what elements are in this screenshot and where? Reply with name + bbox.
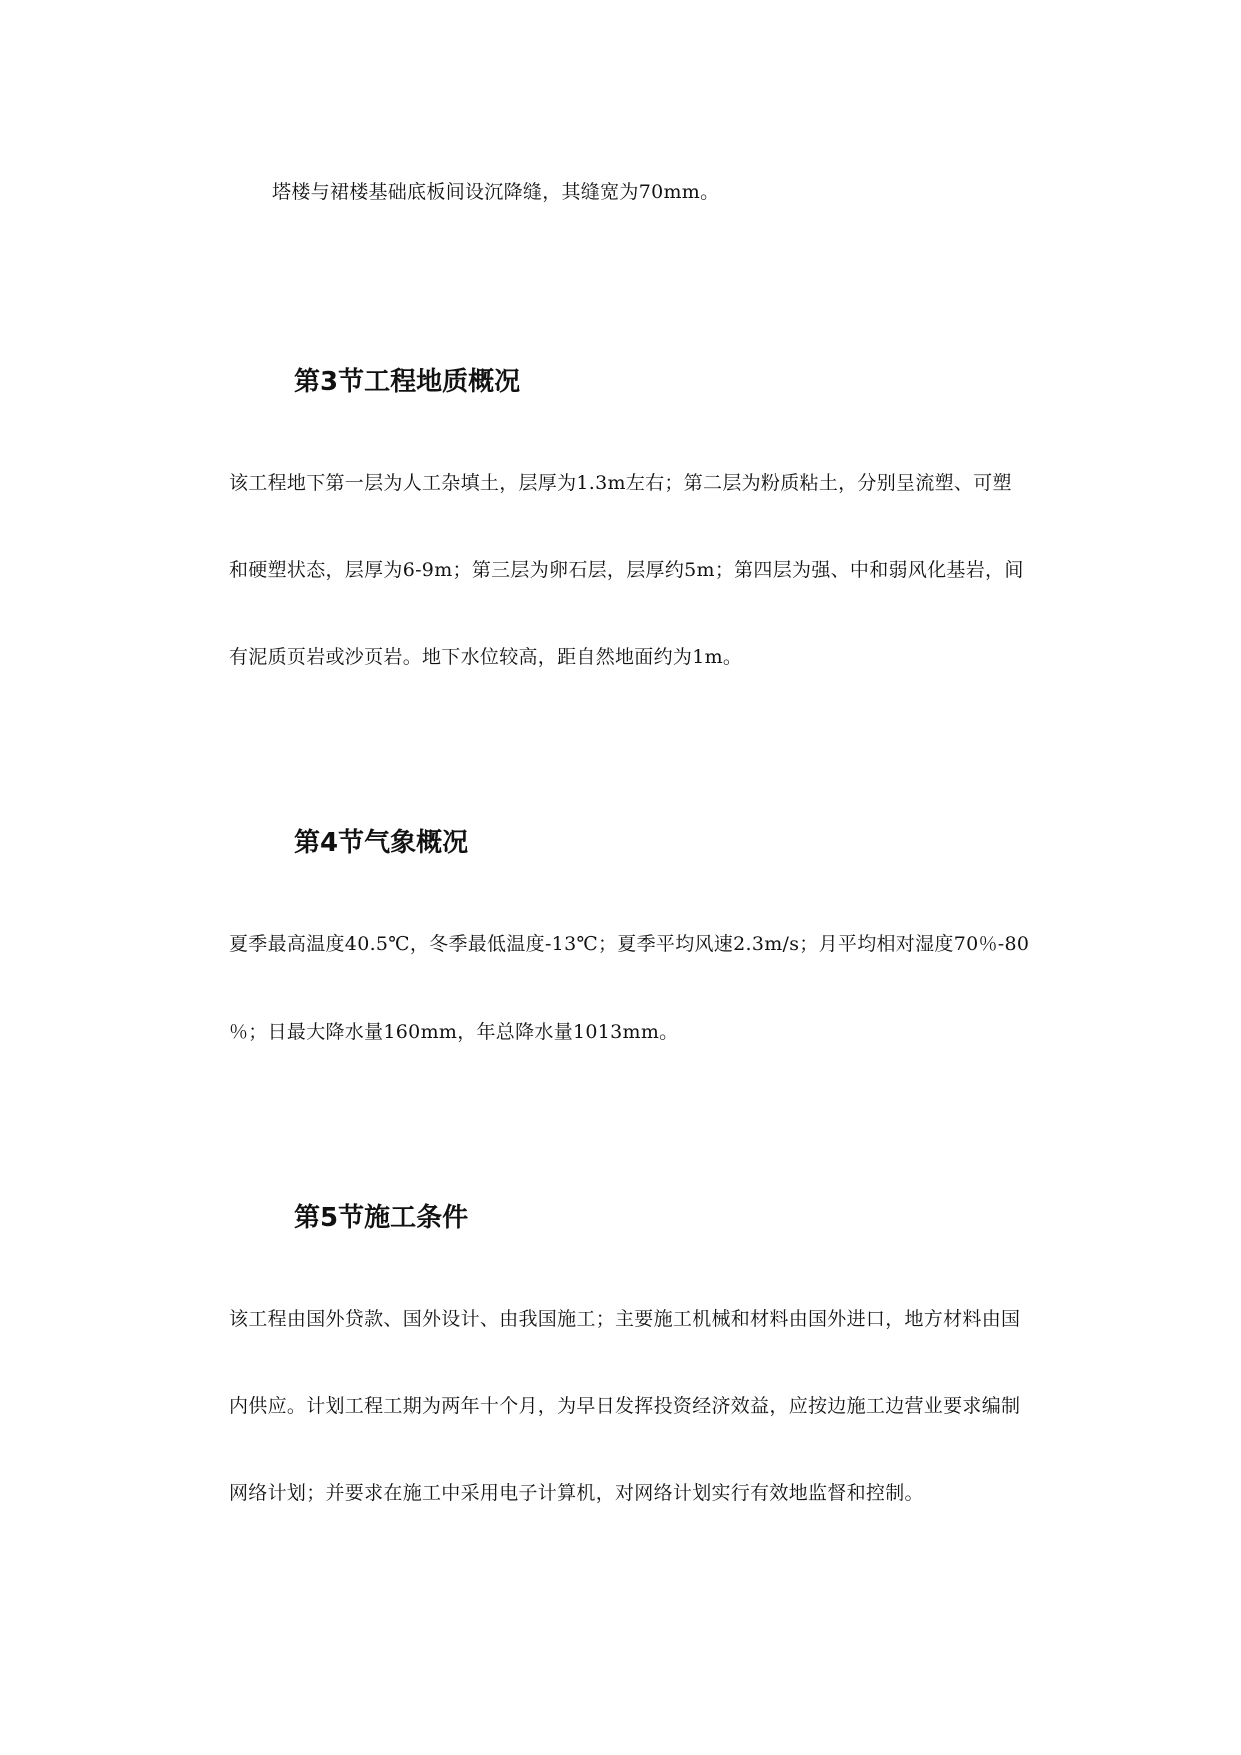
section-3-line-1: 该工程地下第一层为人工杂填土，层厚为1.3m左右；第二层为粉质粘土，分别呈流塑、可塑 bbox=[229, 472, 1012, 494]
section-3-line-3: 有泥质页岩或沙页岩。地下水位较高，距自然地面约为1m。 bbox=[229, 646, 743, 668]
section-5-line-3: 网络计划；并要求在施工中采用电子计算机，对网络计划实行有效地监督和控制。 bbox=[229, 1482, 924, 1504]
section-5-line-1: 该工程由国外贷款、国外设计、由我国施工；主要施工机械和材料由国外进口，地方材料由国 bbox=[229, 1308, 1021, 1330]
section-4-line-2: ％；日最大降水量160mm，年总降水量1013mm。 bbox=[229, 1021, 679, 1043]
section-5-heading: 第5节施工条件 bbox=[294, 1203, 469, 1233]
section-5-line-2: 内供应。计划工程工期为两年十个月，为早日发挥投资经济效益，应按边施工边营业要求编制 bbox=[229, 1395, 1021, 1417]
section-4-heading: 第4节气象概况 bbox=[294, 828, 469, 858]
section-4-line-1: 夏季最高温度40.5℃，冬季最低温度-13℃；夏季平均风速2.3m/s；月平均相对湿度70％-80 bbox=[229, 933, 1030, 955]
intro-paragraph: 塔楼与裙楼基础底板间设沉降缝，其缝宽为70mm。 bbox=[272, 181, 720, 203]
section-3-heading: 第3节工程地质概况 bbox=[294, 367, 521, 397]
section-3-line-2: 和硬塑状态，层厚为6-9m；第三层为卵石层，层厚约5m；第四层为强、中和弱风化基岩，间 bbox=[229, 559, 1024, 581]
